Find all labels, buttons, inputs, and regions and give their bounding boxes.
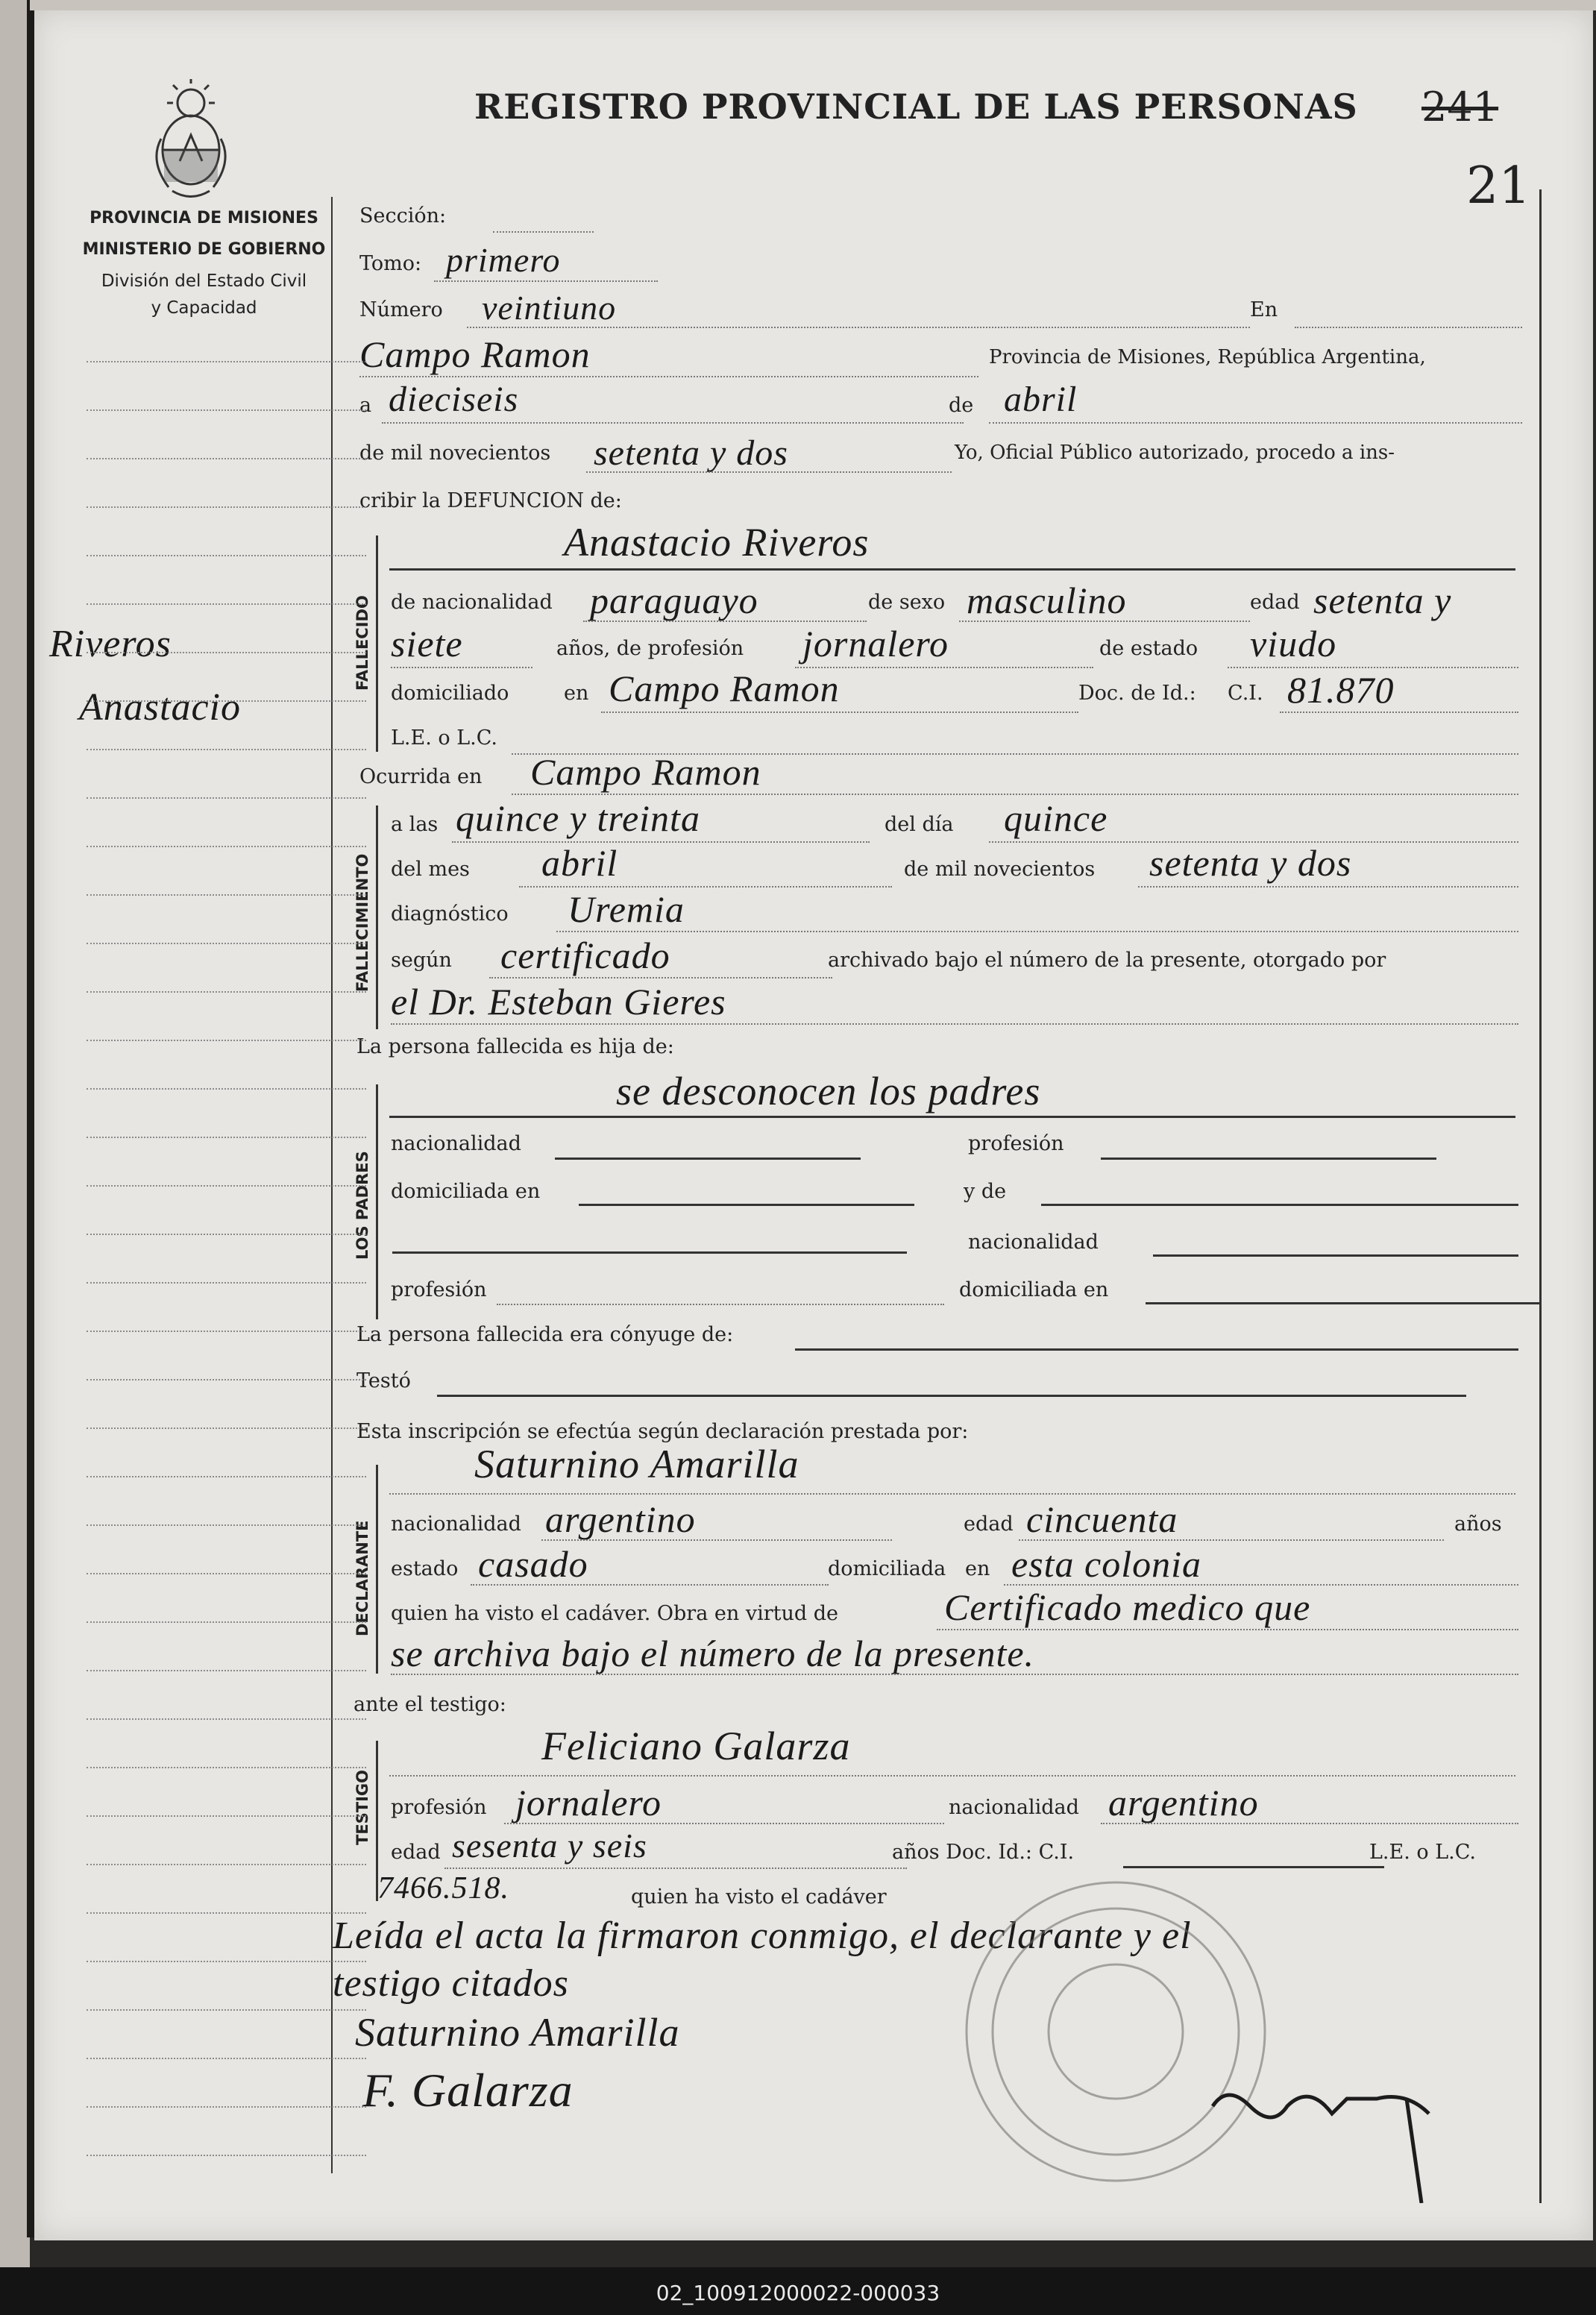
- margin-note-given: Anastacio: [79, 686, 241, 729]
- declarante-edad-label: edad: [964, 1513, 1014, 1536]
- provincia-label: Provincia de Misiones, República Argentina,: [989, 346, 1426, 368]
- declarante-section-label: DECLARANTE: [354, 1520, 371, 1636]
- inscribir-label: cribir la DEFUNCION de:: [359, 489, 622, 512]
- declarante-obra-value: Certificado medico que: [944, 1586, 1311, 1628]
- padres-dom2-line: [1146, 1302, 1541, 1304]
- margin-rule-19: [87, 1234, 366, 1235]
- margin-rule-37: [87, 2106, 366, 2108]
- padres-value: se desconocen los padres: [616, 1069, 1041, 1113]
- margin-rule-28: [87, 1670, 366, 1671]
- seccion-line: [493, 231, 594, 233]
- ocurrida-value: Campo Ramon: [530, 751, 761, 793]
- register-title: REGISTRO PROVINCIAL DE LAS PERSONAS: [474, 87, 1358, 127]
- declarante-en-label: en: [965, 1557, 990, 1580]
- testigo-doc-label: años Doc. Id.: C.I.: [892, 1841, 1075, 1864]
- ci-value: 81.870: [1287, 669, 1395, 711]
- padres-section-label: LOS PADRES: [354, 1151, 371, 1260]
- sexo-label: de sexo: [868, 591, 946, 614]
- margin-rule-8: [87, 700, 366, 702]
- dia-value: quince: [1004, 797, 1108, 839]
- testigo-edad-line: [444, 1868, 907, 1869]
- declarante-name-line: [389, 1493, 1515, 1495]
- le-lc-label: L.E. o L.C.: [391, 726, 498, 750]
- de-label: de: [949, 394, 974, 417]
- declarante-visto-label: quien ha visto el cadáver. Obra en virtud de: [391, 1602, 839, 1625]
- fallecimiento-bracket: [376, 805, 378, 1029]
- closing-line-2: testigo citados: [333, 1962, 569, 2005]
- padres-blank-line: [392, 1251, 907, 1254]
- testigo-profesion-label: profesión: [391, 1796, 487, 1819]
- margin-rule-26: [87, 1573, 366, 1574]
- testigo-visto-label: quien ha visto el cadáver: [631, 1885, 887, 1909]
- ci-line: [1280, 712, 1518, 713]
- province-line-1: PROVINCIA DE MISIONES: [89, 209, 318, 227]
- margin-rule-16: [87, 1088, 366, 1090]
- delmes-label: del mes: [391, 858, 470, 881]
- testigo-prof-line: [504, 1823, 944, 1824]
- testigo-signature: F. Galarza: [362, 2064, 574, 2117]
- doc-id-label: Doc. de Id.:: [1078, 682, 1196, 705]
- tomo-label: Tomo:: [359, 252, 422, 275]
- right-border: [1539, 189, 1542, 2203]
- padres-nac-line: [555, 1158, 861, 1160]
- en-label: En: [1250, 298, 1278, 321]
- day-value: dieciseis: [389, 380, 519, 419]
- margin-rule-12: [87, 894, 366, 896]
- province-line-2: MINISTERIO DE GOBIERNO: [82, 240, 326, 259]
- page-top-edge: [30, 0, 1596, 10]
- declarante-obra-continuation: se archiva bajo el número de la presente.: [391, 1633, 1035, 1674]
- declarante-estado-value: casado: [478, 1543, 588, 1585]
- margin-rule-11: [87, 846, 366, 847]
- province-line-3: División del Estado Civil: [101, 271, 307, 291]
- segun-label: según: [391, 949, 452, 972]
- ocurrida-line: [512, 794, 1518, 795]
- domiciliado-value: Campo Ramon: [609, 668, 840, 709]
- margin-rule-15: [87, 1040, 366, 1041]
- padres-nacionalidad2-label: nacionalidad: [968, 1231, 1099, 1254]
- deldia-label: del día: [885, 813, 954, 836]
- margin-rule-38: [87, 2155, 366, 2156]
- decl-nac-line: [541, 1539, 892, 1541]
- testo-line: [437, 1395, 1466, 1397]
- margin-rule-4: [87, 506, 366, 508]
- conyuge-line: [795, 1348, 1518, 1351]
- dom-line: [601, 712, 1078, 713]
- yo-label: Yo, Oficial Público autorizado, procedo a ins-: [955, 442, 1395, 464]
- deceased-name: Anastacio Riveros: [564, 520, 870, 565]
- testigo-section-label: TESTIGO: [354, 1769, 371, 1845]
- edad-label: edad: [1250, 591, 1300, 614]
- month-value: abril: [1004, 380, 1078, 419]
- ocurrida-label: Ocurrida en: [359, 765, 483, 788]
- year-line: [586, 471, 952, 473]
- domiciliado-en-label: en: [564, 682, 589, 705]
- margin-rule-1: [87, 361, 366, 362]
- margin-rule-30: [87, 1767, 366, 1768]
- inscripcion-label: Esta inscripción se efectúa según declaración prestada por:: [356, 1420, 969, 1443]
- testigo-name: Feliciano Galarza: [541, 1724, 851, 1768]
- coat-of-arms-icon: [146, 79, 236, 210]
- segun-value: certificado: [500, 935, 670, 976]
- margin-rule-18: [87, 1185, 366, 1187]
- decl-edad-line: [1019, 1539, 1444, 1541]
- margin-rule-23: [87, 1427, 366, 1429]
- padres-profesion-label: profesión: [968, 1132, 1064, 1155]
- margin-rule-2: [87, 409, 366, 411]
- province-line-4: y Capacidad: [151, 298, 257, 318]
- closing-line-1: Leída el acta la firmaron conmigo, el declarante y el: [333, 1914, 1192, 1957]
- testigo-profesion-value: jornalero: [515, 1782, 662, 1824]
- margin-rule-5: [87, 555, 366, 556]
- fallecido-bracket: [376, 535, 378, 752]
- margin-rule-22: [87, 1379, 366, 1380]
- diagnostico-value: Uremia: [568, 888, 685, 930]
- edad-cont-line: [391, 667, 532, 668]
- image-caption: 02_100912000022-000033: [656, 2281, 940, 2305]
- fallecido-nacionalidad-value: paraguayo: [590, 579, 758, 621]
- margin-rule-33: [87, 1912, 366, 1914]
- declarante-edad-value: cincuenta: [1026, 1498, 1178, 1540]
- margin-rule-17: [87, 1137, 366, 1138]
- margin-rule-6: [87, 603, 366, 605]
- declarante-signature: Saturnino Amarilla: [355, 2010, 680, 2055]
- edad-continuation: siete: [391, 623, 463, 665]
- margin-rule-31: [87, 1815, 366, 1817]
- ci-label: C.I.: [1228, 682, 1263, 705]
- domiciliado-label: domiciliado: [391, 682, 509, 705]
- testigo-le-value: 7466.518.: [377, 1871, 509, 1906]
- padres-yde-label: y de: [964, 1180, 1007, 1203]
- alas-label: a las: [391, 813, 439, 836]
- place-line: [359, 376, 978, 377]
- estado-label: de estado: [1099, 637, 1198, 660]
- fallecido-section-label: FALLECIDO: [354, 595, 371, 691]
- declarante-name: Saturnino Amarilla: [474, 1442, 799, 1486]
- padres-nac2-line: [1153, 1254, 1518, 1257]
- testo-label: Testó: [356, 1369, 411, 1392]
- previous-page-edge: [0, 0, 30, 2267]
- estado-value: viudo: [1250, 623, 1337, 665]
- testigo-name-line: [389, 1775, 1515, 1777]
- margin-rule-29: [87, 1718, 366, 1720]
- a-label: a: [359, 394, 372, 417]
- struck-register-number: 241: [1421, 84, 1499, 131]
- testigo-nac-line: [1101, 1823, 1518, 1824]
- margin-rule-35: [87, 2009, 366, 2011]
- decl-estado-line: [471, 1584, 829, 1586]
- sexo-value: masculino: [967, 579, 1127, 621]
- margin-rule-3: [87, 458, 366, 459]
- hora-value: quince y treinta: [456, 797, 700, 839]
- padres-intro: La persona fallecida es hija de:: [356, 1035, 674, 1058]
- padres-dom-line: [579, 1204, 914, 1206]
- testigo-edad-label: edad: [391, 1841, 441, 1864]
- mil-label: de mil novecientos: [359, 442, 551, 465]
- profesion-value: jornalero: [802, 623, 949, 665]
- declarante-nacionalidad-label: nacionalidad: [391, 1513, 521, 1536]
- deceased-name-line: [389, 568, 1515, 571]
- decl-obra-cont-line: [391, 1674, 1518, 1675]
- margin-note-surname: Riveros: [49, 623, 172, 665]
- padres-domiciliada-label: domiciliada en: [391, 1180, 541, 1203]
- declarante-bracket: [376, 1465, 378, 1674]
- margin-rule-9: [87, 749, 366, 750]
- numero-label: Número: [359, 298, 443, 321]
- anio-value: setenta y dos: [1149, 842, 1352, 884]
- diagnostico-label: diagnóstico: [391, 902, 509, 926]
- padres-prof2-line: [497, 1304, 944, 1305]
- padres-line: [389, 1116, 1515, 1118]
- testigo-nacionalidad-value: argentino: [1108, 1782, 1259, 1824]
- margin-rule-27: [87, 1621, 366, 1623]
- anio-line: [1138, 886, 1518, 888]
- year-value: setenta y dos: [594, 433, 788, 473]
- padres-profesion2-label: profesión: [391, 1278, 487, 1301]
- fallecimiento-section-label: FALLECIMIENTO: [354, 853, 371, 992]
- margin-rule-10: [87, 797, 366, 799]
- archivado-label: archivado bajo el número de la presente, otorgado por: [828, 949, 1386, 972]
- margin-rule-14: [87, 991, 366, 993]
- margin-rule-32: [87, 1864, 366, 1865]
- doctor-line: [391, 1023, 1518, 1025]
- fallecido-nacionalidad-label: de nacionalidad: [391, 591, 553, 614]
- declarante-estado-label: estado: [391, 1557, 459, 1580]
- padres-prof-line: [1101, 1158, 1436, 1160]
- padres-domiciliada2-label: domiciliada en: [959, 1278, 1109, 1301]
- numero-value: veintiuno: [482, 289, 617, 327]
- day-line: [382, 422, 964, 424]
- decl-obra-line: [937, 1629, 1518, 1630]
- prof-line: [795, 667, 1093, 668]
- fallecimiento-mil-label: de mil novecientos: [904, 858, 1096, 881]
- tomo-value: primero: [446, 241, 561, 279]
- testigo-nacionalidad-label: nacionalidad: [949, 1796, 1079, 1819]
- doctor-value: el Dr. Esteban Gieres: [391, 981, 726, 1023]
- declarante-anos-label: años: [1454, 1513, 1502, 1536]
- padres-nacionalidad-label: nacionalidad: [391, 1132, 521, 1155]
- declarante-domiciliada-value: esta colonia: [1011, 1543, 1202, 1585]
- seccion-label: Sección:: [359, 204, 447, 227]
- testigo-le-label: L.E. o L.C.: [1369, 1841, 1477, 1864]
- diag-line: [556, 931, 1518, 932]
- testigo-intro: ante el testigo:: [354, 1693, 506, 1716]
- sexo-line: [959, 621, 1250, 622]
- conyuge-label: La persona fallecida era cónyuge de:: [356, 1323, 734, 1346]
- anos-profesion-label: años, de profesión: [556, 637, 744, 660]
- testigo-edad-value: sesenta y seis: [452, 1826, 647, 1865]
- margin-rule-13: [87, 943, 366, 944]
- margin-rule-21: [87, 1331, 366, 1332]
- declarante-domiciliada-label: domiciliada: [828, 1557, 946, 1580]
- mes-value: abril: [541, 842, 618, 884]
- hora-line: [452, 841, 870, 843]
- margin-rule-34: [87, 1961, 366, 1962]
- padres-bracket: [376, 1084, 378, 1319]
- place-value: Campo Ramon: [359, 333, 591, 375]
- padres-yde-line: [1041, 1204, 1518, 1206]
- margin-rule-20: [87, 1282, 366, 1284]
- official-signature: [1183, 2054, 1451, 2203]
- margin-rule-7: [87, 652, 366, 653]
- declarante-nacionalidad-value: argentino: [545, 1498, 696, 1540]
- month-line: [989, 422, 1522, 424]
- numero-line: [467, 327, 1250, 328]
- register-page: [34, 10, 1593, 2240]
- margin-rule-24: [87, 1476, 366, 1477]
- register-number: 21: [1466, 157, 1531, 216]
- tomo-line: [434, 280, 658, 282]
- margin-rule-36: [87, 2058, 366, 2059]
- en-line: [1295, 327, 1522, 328]
- margin-rule-25: [87, 1524, 366, 1526]
- segun-line: [489, 977, 832, 979]
- edad-value: setenta y: [1313, 579, 1452, 621]
